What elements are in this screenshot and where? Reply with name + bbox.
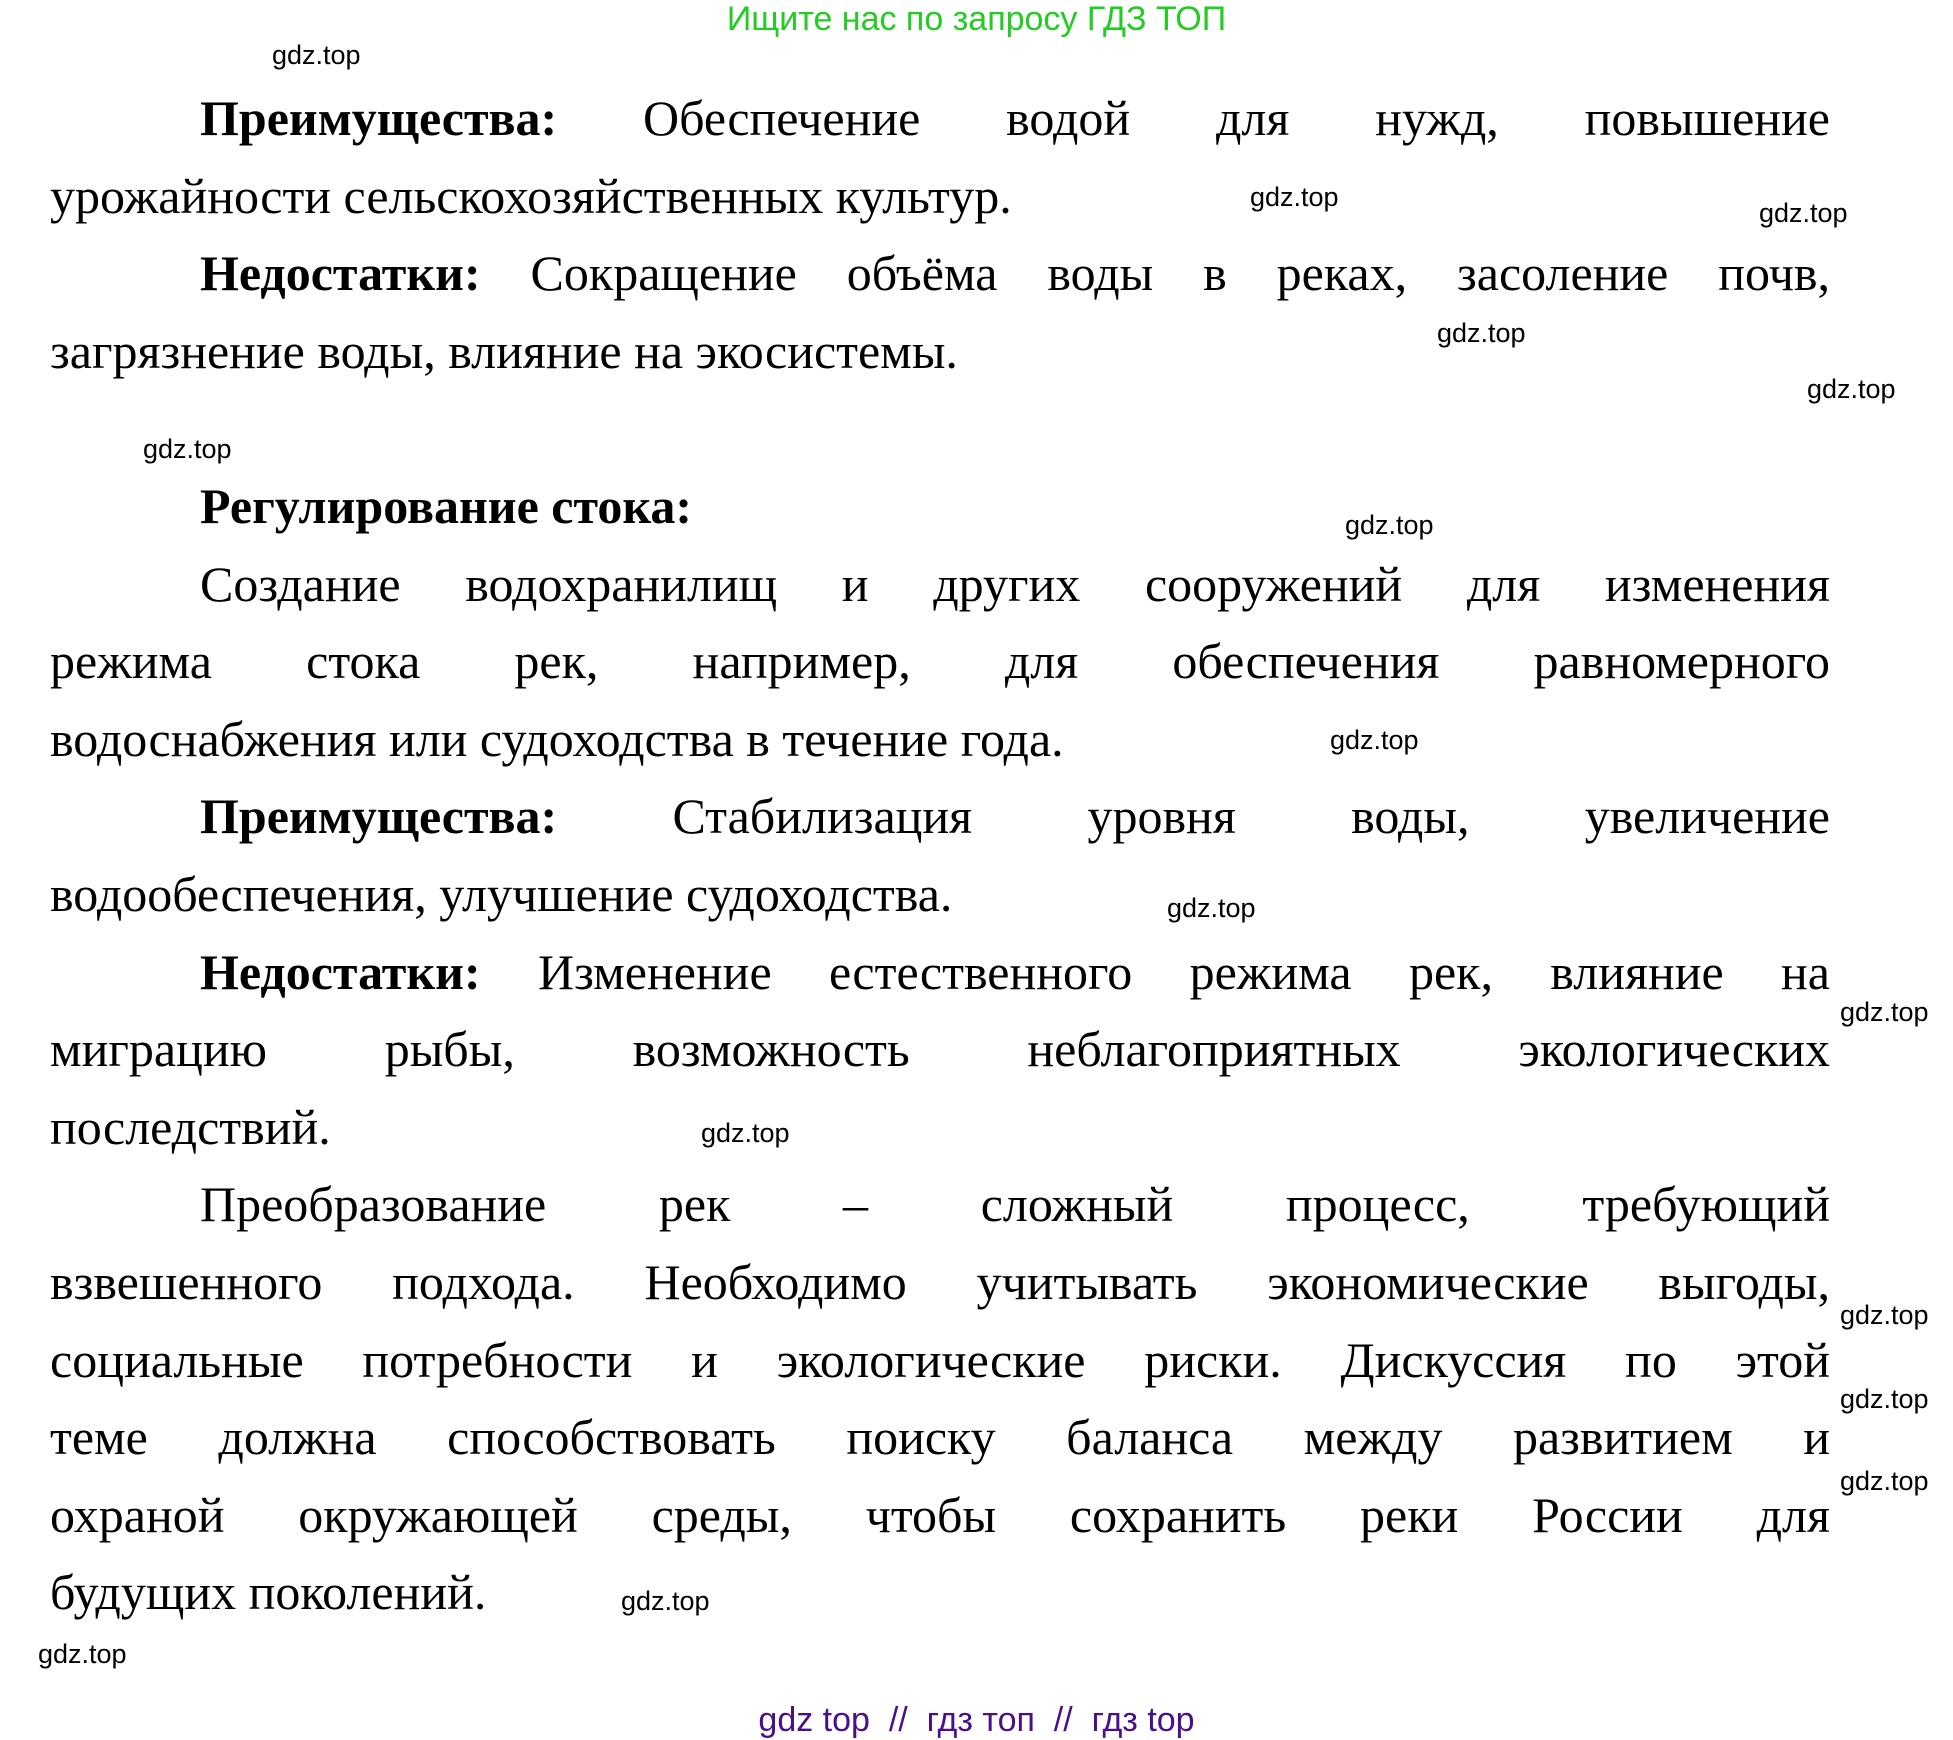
watermark: gdz.top: [701, 1118, 790, 1148]
text-line: Преобразование рек – сложный процесс, требующий: [200, 1176, 1830, 1233]
text-line: режима стока рек, например, для обеспечения равномерного: [50, 633, 1830, 690]
text-line: Создание водохранилищ и других сооружений для изменения: [200, 555, 1830, 612]
watermark: gdz.top: [1759, 198, 1848, 228]
watermark: gdz.top: [272, 40, 361, 70]
text-line: взвешенного подхода. Необходимо учитывать экономические выгоды,: [50, 1253, 1830, 1310]
text-line: социальные потребности и экологические риски. Дискуссия по этой: [50, 1331, 1830, 1388]
watermark: gdz.top: [1345, 510, 1434, 540]
paragraph-disadvantages-1: [50, 235, 1830, 313]
watermark: gdz.top: [621, 1586, 710, 1616]
text-line: урожайности сельскохозяйственных культур.: [50, 167, 1012, 224]
footer-links: gdz top // гдз топ // гдз top: [758, 1701, 1195, 1739]
text-line: миграцию рыбы, возможность неблагоприятных экологических: [50, 1021, 1830, 1078]
text-line: водоснабжения или судоходства в течение года.: [50, 710, 1064, 767]
watermark: gdz.top: [1840, 997, 1929, 1027]
bold-label: Недостатки:: [200, 245, 481, 302]
watermark: gdz.top: [1807, 374, 1896, 404]
text-line: теме должна способствовать поиску баланса между развитием и: [50, 1409, 1830, 1466]
search-hint-banner: Ищите нас по запросу ГДЗ ТОП: [726, 0, 1227, 38]
watermark: gdz.top: [1167, 893, 1256, 923]
text: Стабилизация уровня воды, увеличение: [557, 788, 1830, 845]
text: Сокращение объёма воды в реках, засоление почв,: [480, 245, 1830, 302]
watermark: gdz.top: [143, 434, 232, 464]
watermark: gdz.top: [1840, 1466, 1929, 1496]
watermark: gdz.top: [1840, 1300, 1929, 1330]
bold-label: Недостатки:: [200, 943, 481, 1000]
watermark: gdz.top: [38, 1639, 127, 1669]
watermark: gdz.top: [1330, 725, 1419, 755]
paragraph-advantages-1: [50, 80, 1830, 158]
document-body: [50, 80, 1830, 1632]
watermark: gdz.top: [1250, 182, 1339, 212]
text-line: охраной окружающей среды, чтобы сохранить реки России для: [50, 1486, 1830, 1543]
bold-label: Преимущества:: [200, 788, 558, 845]
watermark: gdz.top: [1437, 318, 1526, 348]
paragraph-disadvantages-2: [50, 934, 1830, 1012]
text: Изменение естественного режима рек, влияние на: [480, 943, 1830, 1000]
text-line: водообеспечения, улучшение судоходства.: [50, 865, 953, 922]
section-heading: [50, 468, 1830, 546]
watermark: gdz.top: [1840, 1384, 1929, 1414]
heading-text: Регулирование стока:: [200, 477, 693, 534]
bold-label: Преимущества:: [200, 90, 558, 146]
text-line: загрязнение воды, влияние на экосистемы.: [50, 322, 958, 379]
text: Обеспечение водой для нужд, повышение: [557, 90, 1830, 146]
text-line: последствий.: [50, 1098, 331, 1155]
text-line: будущих поколений.: [50, 1564, 487, 1621]
paragraph-advantages-2: [50, 778, 1830, 856]
